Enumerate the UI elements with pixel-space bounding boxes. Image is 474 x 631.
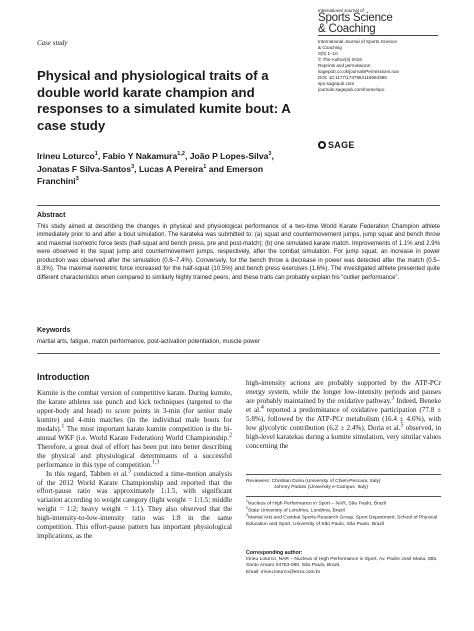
body-text: high-intensity actions are probably supported by the ATP-PCr energy system, while the longer low-intensity periods and pauses are probably maintained by the oxidative pathway. <box>246 379 441 405</box>
keywords-bottom-rule <box>37 353 440 354</box>
author-affil-mark: 3 <box>131 163 135 170</box>
body-text: Indeed, Beneke et al. <box>246 396 441 414</box>
citation-mark: 3 <box>127 468 131 475</box>
author-name: Irineu Loturco <box>37 151 95 161</box>
keywords-text: martial arts, fatigue, match performance, post-activation potentiation, muscle power <box>37 339 260 345</box>
introduction-heading: Introduction <box>37 372 90 382</box>
publisher-logo <box>318 140 355 150</box>
affiliation-item <box>246 505 441 515</box>
body-paragraph <box>37 389 232 470</box>
affiliation-item <box>246 512 441 528</box>
author-affil-mark: 1,2 <box>177 151 185 158</box>
affiliation-mark: 3 <box>246 512 248 517</box>
corresponding-text: Irineu Loturco, NAR – Nucleus of High Performance in Sport, Av. Padre José Maria, 555, Santo Amaro 04753-060, São Paulo, Brazil. <box>246 557 438 569</box>
masthead-rule <box>318 35 438 36</box>
meta-line: journals.sagepub.com/home/spo <box>318 87 385 92</box>
footnote-rule <box>246 474 441 475</box>
body-text: observed, in high-level karatekas during a kumite simulation, very similar values concerning the <box>246 423 442 450</box>
author-affil-mark: 3 <box>268 151 272 158</box>
author-name: Jonatas F Silva-Santos <box>37 163 132 174</box>
journal-name-line1: Sports Science <box>318 12 393 24</box>
abstract-text: This study aimed at describing the changes in physical and physiological performance of a two-time World Karate Federation Champion athlete immediately prior to and after a bout simulation. The karateka was submitted to: (a) squat and countermovement jumps, jump squat and bench throw and maximal isometric force tests (half-squat and bench press, pre and post-match); (b) one simulated karate match. Improvements of 1.1% and 2.9% were observed in the squat jump and countermovement jumps, respectively, after the combat simulation. For jump squat, an increase in power production was observed after the simulation (0.6–7.4%). Conversely, for the bench throw a decrease in power was detected after the match (0.5–8.3%). The maximal isometric force increased for the half-squat (10.5%) and bench press exercises (1.6%). The investigated athlete presented quite different characteristics when compared to similarly highly trained peers, and these traits can probably explain his “outlier performance”. <box>37 224 440 281</box>
author-name: Fabio Y Nakamura <box>102 151 178 161</box>
section-label: Case study <box>37 39 68 47</box>
reviewer-name: Christian Doria (University of Chieti-Pescara, Italy) <box>271 479 381 484</box>
body-paragraph <box>246 379 441 451</box>
reviewers-block <box>246 479 441 492</box>
author-affil-mark: 3 <box>75 176 79 183</box>
affiliation-mark: 1 <box>246 499 248 503</box>
affiliation-text: Martial Arts and Combat Sports Research Group, Sport Department, School of Physical Education and Sport, University of São Paulo, São Paulo, Brazil <box>246 515 438 527</box>
citation-mark: 5 <box>400 422 404 429</box>
citation-mark: 1,3 <box>152 459 160 466</box>
author-name: Lucas A Pereira <box>138 163 204 174</box>
body-column-left <box>37 389 232 541</box>
keywords-heading: Keywords <box>37 327 71 334</box>
affiliation-text: Nucleus of High Performance in Sport – NAR, São Paulo, Brazil <box>247 501 387 507</box>
body-text: reported a predominance of oxidative participation (77.8 ± 5.8%), followed by the ATP-PCr metabolism (16.4 ± 4.6%), with low glycolytic contribution (6.2 ± 2.4%). Doria et al. <box>246 405 441 432</box>
abstract-heading: Abstract <box>37 212 66 219</box>
body-text: Kumite is the combat version of competitive karate. During kumite, the karate athletes use punch and kick techniques (targeted to the upper-body and head) to score points in 3-min (for senior male kumite) and 4-min matches (in the individual male bouts for medals). <box>37 389 232 433</box>
corresponding-author <box>246 557 441 576</box>
author-name: João P Lopes-Silva <box>189 151 269 161</box>
sage-logo-icon <box>318 141 326 149</box>
corresponding-email[interactable]: Email: irineu.loturco@terra.com.br <box>246 569 321 575</box>
meta-line: & Coaching <box>318 45 342 50</box>
affiliation-text: State University of Londrina, Londrina, Brazil <box>247 508 345 514</box>
citation-mark: 3 <box>391 395 395 402</box>
meta-line: International Journal of Sports Science <box>318 39 397 44</box>
journal-masthead <box>318 8 468 35</box>
author-name: Emerson Franchini <box>37 163 264 186</box>
journal-meta <box>318 39 468 93</box>
publisher-logo-text: SAGE <box>328 140 355 150</box>
meta-line: 0(0) 1–10 <box>318 51 338 56</box>
citation-mark: 4 <box>260 404 264 411</box>
meta-line: sagepub.co.uk/journalsPermissions.nav <box>318 69 399 74</box>
author-affil-mark: 1 <box>203 163 207 170</box>
meta-line: Reprints and permissions: <box>318 63 372 68</box>
body-column-right <box>246 379 441 451</box>
affiliation-mark: 2 <box>246 505 248 510</box>
meta-line: DOI: 10.1177/1747954116684395 <box>318 75 387 80</box>
reviewer-name: Johnny Padulo (University e-Campus, Italy) <box>274 485 369 491</box>
body-text: conducted a time-motion analysis of the 2012 World Karate Championship and reported that the effort-pause ratio was approximately 1:1.5, with significant variation according to weight category (light weight = 1:1.5; middle weight = 1:2; heavy weight = 1:1). They also observed that the high-intensity-to-low-intensity ratio was 1:8 in the same competition. This effort-pause pattern has important physiological implications, as the <box>37 469 232 541</box>
author-affil-mark: 1 <box>94 151 98 158</box>
meta-line: spo.sagepub.com <box>318 81 355 86</box>
affiliations <box>246 501 441 528</box>
journal-name-line2: & Coaching <box>318 23 376 35</box>
body-text: In this regard, Tabben et al. <box>46 469 128 478</box>
article-title: Physical and physiological traits of a double world karate champion and responses to a simulated kumite bout: A case study <box>37 68 291 133</box>
meta-line: © The Author(s) 2016 <box>318 57 362 62</box>
author-list: Irineu Loturco$^1$, Fabio Y Nakamura$^{1,2}$, João P Lopes-Silva$^3$, Jonatas F Silva-Santos$^3$, Lucas A Pereira$^1$ and Emerson Franchini$^3$ <box>37 151 274 186</box>
affiliation-item <box>246 501 441 508</box>
body-paragraph <box>37 470 232 542</box>
citation-mark: 2 <box>229 432 232 439</box>
citation-mark: 1 <box>61 423 65 430</box>
journal-name-prefix: International Journal of <box>318 8 364 13</box>
footnote-rule <box>246 496 441 497</box>
corresponding-heading: Corresponding author: <box>246 550 303 556</box>
abstract-top-rule <box>37 205 440 206</box>
reviewers-label: Reviewers: <box>246 479 271 484</box>
body-text: The most important karate kumite competition is the bi-annual WKF (i.e. World Karate Federation) World Championship. <box>37 424 232 442</box>
body-text: Therefore, a great deal of effort has been put into better describing the physical and physiological determinants of a successful performance in this type of competition. <box>37 442 232 469</box>
